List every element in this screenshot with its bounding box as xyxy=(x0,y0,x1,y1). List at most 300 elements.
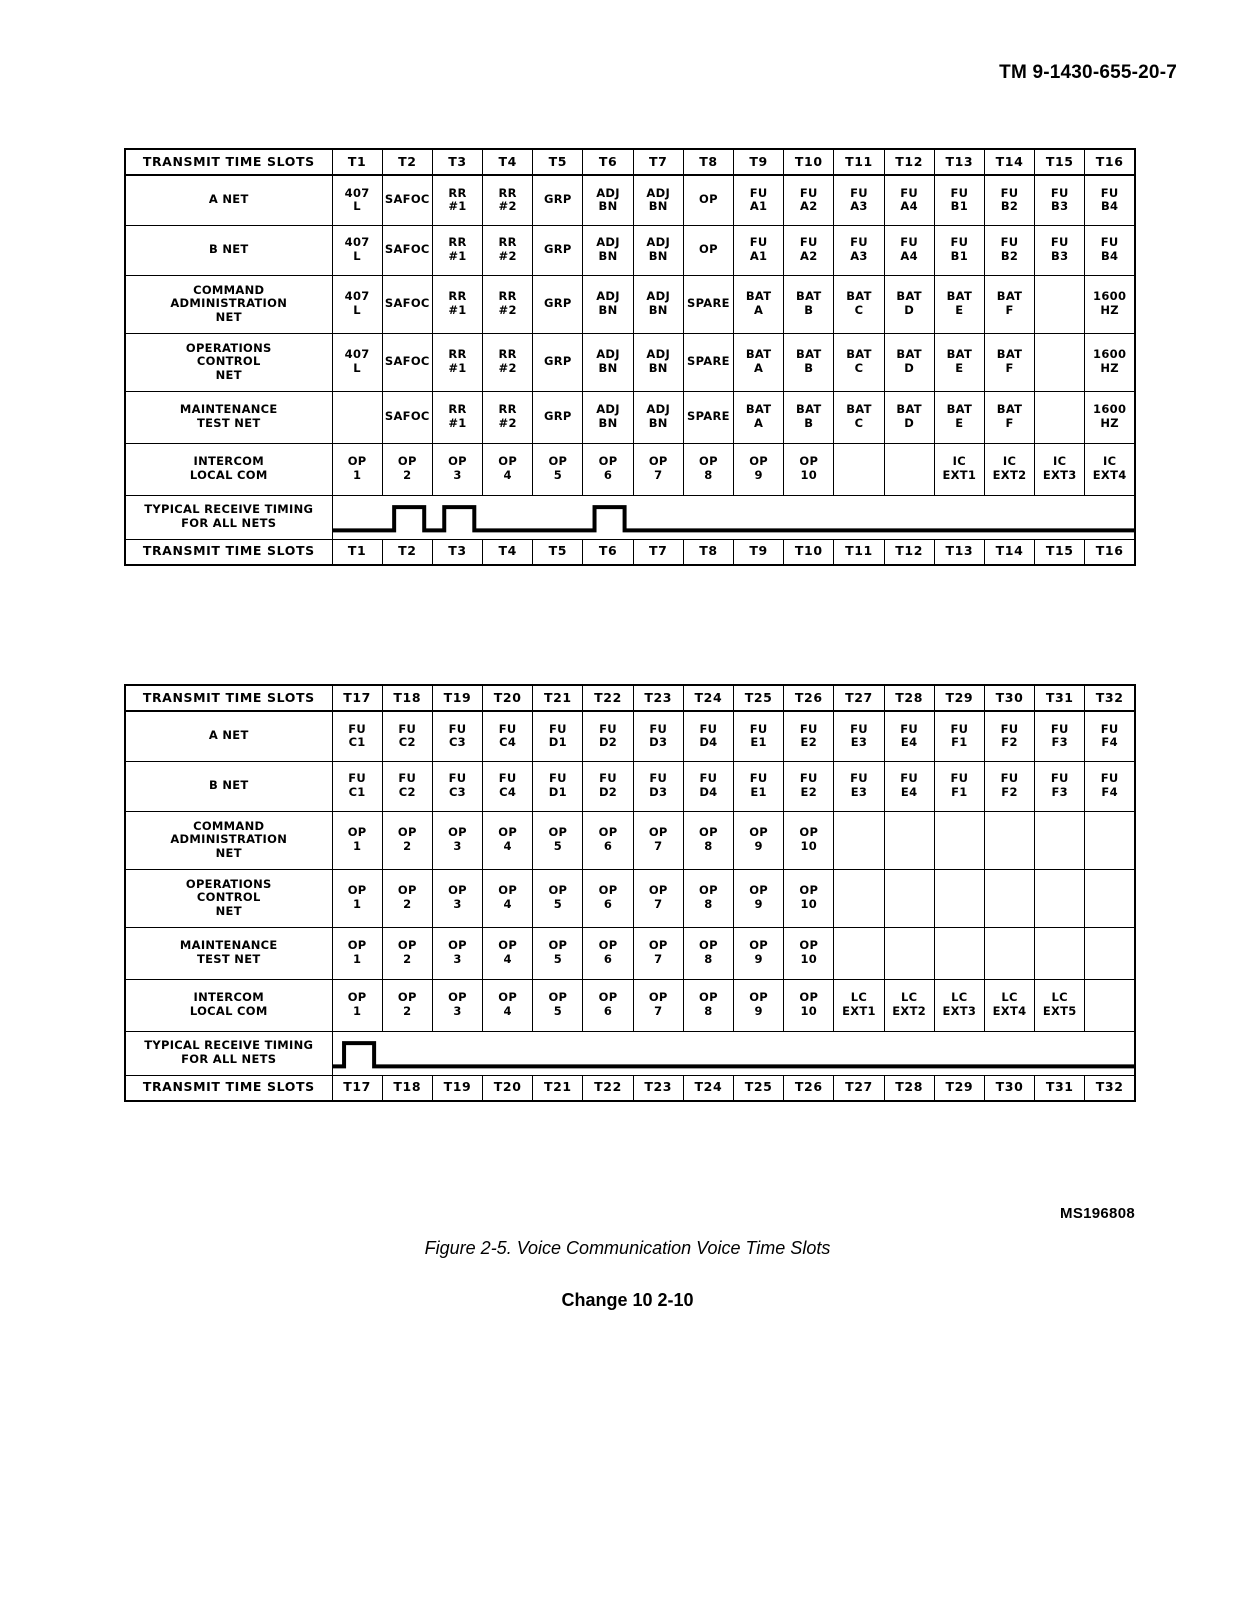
slot-cell xyxy=(1035,927,1085,979)
slot-cell-line1: FU xyxy=(799,771,818,786)
slot-cell-line1: OP xyxy=(548,454,568,469)
label-line: OPERATIONS xyxy=(185,340,272,355)
drawing-number: MS196808 xyxy=(1060,1205,1135,1222)
slot-cell xyxy=(332,927,382,979)
slot-cell-line2: 9 xyxy=(754,952,763,966)
slot-cell-line1: ADJ xyxy=(596,402,620,417)
slot-cell-line1: LC xyxy=(1001,990,1018,1005)
slot-header-t15: T15 xyxy=(1035,539,1085,565)
slot-cell-line1: GRP xyxy=(544,192,572,207)
slot-header-row-top xyxy=(125,685,1135,711)
slot-cell xyxy=(533,333,583,391)
slot-cell-line1: RR xyxy=(498,185,517,200)
slot-cell xyxy=(1035,391,1085,443)
slot-cell-line2: 7 xyxy=(654,1004,663,1018)
slot-cell-line1: BAT xyxy=(796,289,822,304)
slot-cell xyxy=(1035,761,1085,811)
slot-cell-line2: E xyxy=(955,303,964,317)
slot-cell xyxy=(784,761,834,811)
slot-cell-line1: LC xyxy=(850,990,868,1005)
slot-cell xyxy=(633,711,683,761)
slot-cell-line2: 1 xyxy=(352,468,362,482)
slot-cell-line1: SAFOC xyxy=(384,354,430,369)
slot-cell xyxy=(734,869,784,927)
slot-cell-line1: FU xyxy=(699,771,718,786)
slot-cell xyxy=(834,927,884,979)
slot-cell-line1: LC xyxy=(1051,990,1068,1005)
slot-cell-line2: #1 xyxy=(448,303,467,317)
slot-cell-line2: 7 xyxy=(654,897,663,911)
slot-cell xyxy=(1085,443,1135,495)
slot-cell-line1: FU xyxy=(1100,721,1119,736)
slot-cell-line2: 5 xyxy=(553,1004,562,1018)
slot-cell-line1: FU xyxy=(1050,771,1069,786)
net-row-operations-control-net xyxy=(125,869,1135,927)
slot-header-t30: T30 xyxy=(984,685,1034,711)
slot-cell-line2: EXT2 xyxy=(892,1004,927,1018)
slot-cell-line1: BAT xyxy=(796,402,822,417)
net-row-label-maintenance-test-net xyxy=(125,391,332,443)
slot-cell-line2: E1 xyxy=(750,785,767,799)
slot-cell-line1: RR xyxy=(498,402,517,417)
label-line: NET xyxy=(215,367,242,382)
slot-cell xyxy=(784,333,834,391)
slot-cell xyxy=(332,443,382,495)
slot-cell-line2: F xyxy=(1005,416,1014,430)
slot-cell-line2: BN xyxy=(648,303,668,317)
slot-cell-line2: E3 xyxy=(850,785,868,799)
slot-cell-line2: F3 xyxy=(1051,785,1068,799)
slot-cell-line1: FU xyxy=(850,721,868,736)
slot-cell-line1: FU xyxy=(900,235,919,250)
slot-cell-line2: D1 xyxy=(548,735,567,750)
slot-cell-line1: FU xyxy=(900,185,919,200)
slot-cell-line1: 407 xyxy=(344,347,370,362)
slot-cell xyxy=(884,711,934,761)
slot-cell-line2: 4 xyxy=(503,1004,512,1018)
typical-receive-timing-row xyxy=(125,1031,1135,1075)
slot-cell-line1: FU xyxy=(548,771,567,786)
slot-cell-line2: BN xyxy=(598,416,618,430)
slot-cell xyxy=(533,391,583,443)
slot-cell xyxy=(734,275,784,333)
net-row-command-administration-net xyxy=(125,811,1135,869)
slot-cell-line2: 10 xyxy=(800,897,818,911)
slot-cell-line2: 10 xyxy=(800,952,818,966)
slot-cell xyxy=(332,811,382,869)
slot-cell-line2: B3 xyxy=(1051,249,1069,263)
slot-cell-line2: D1 xyxy=(548,785,567,799)
slot-cell-line2: A4 xyxy=(900,199,918,214)
slot-cell-line2: B xyxy=(804,361,814,375)
slot-header-t23: T23 xyxy=(633,1075,683,1101)
slot-cell xyxy=(583,761,633,811)
net-row-label-operations-control-net xyxy=(125,333,332,391)
slot-cell-line1: FU xyxy=(1000,721,1019,736)
slot-cell-line2: E xyxy=(955,416,964,430)
slot-cell-line2: A2 xyxy=(800,249,818,263)
slot-cell xyxy=(984,443,1034,495)
slot-cell xyxy=(483,869,533,927)
slot-cell xyxy=(633,175,683,225)
slot-cell-line2: B2 xyxy=(1000,249,1019,263)
slot-cell-line2: 4 xyxy=(503,468,512,482)
slot-cell xyxy=(984,979,1034,1031)
table-gap-spacer xyxy=(124,566,1136,684)
slot-header-t13: T13 xyxy=(934,539,984,565)
slot-cell xyxy=(984,175,1034,225)
slot-header-t16: T16 xyxy=(1085,539,1135,565)
slot-cell-line1: BAT xyxy=(946,347,973,362)
slot-cell xyxy=(984,391,1034,443)
voice-time-slot-table-2 xyxy=(124,684,1136,1102)
slot-cell-line2: 7 xyxy=(654,468,663,482)
slot-cell xyxy=(533,761,583,811)
label-line: TYPICAL RECEIVE TIMING xyxy=(144,502,314,517)
slot-header-t31: T31 xyxy=(1035,1075,1085,1101)
slot-cell-line1: FU xyxy=(1100,185,1119,200)
slot-cell xyxy=(533,443,583,495)
slot-cell-line1: OP xyxy=(448,454,467,469)
label-line: A NET xyxy=(208,728,249,743)
slot-cell-line1: LC xyxy=(900,990,918,1005)
slot-cell xyxy=(934,979,984,1031)
slot-header-t6: T6 xyxy=(583,539,633,565)
slot-cell-line2: L xyxy=(353,249,361,263)
slot-cell-line1: FU xyxy=(1000,771,1019,786)
slot-cell xyxy=(432,927,482,979)
slot-header-t6: T6 xyxy=(583,149,633,175)
slot-cell xyxy=(583,979,633,1031)
slot-cell xyxy=(483,391,533,443)
slot-header-t12: T12 xyxy=(884,539,934,565)
slot-cell-line1: ADJ xyxy=(596,235,620,250)
slot-cell-line2: 1 xyxy=(352,897,362,911)
slot-cell-line1: FU xyxy=(498,771,517,786)
slot-cell xyxy=(934,443,984,495)
slot-cell xyxy=(583,391,633,443)
slot-cell-line2: B2 xyxy=(1000,199,1019,214)
slot-cell xyxy=(1035,869,1085,927)
slot-header-t24: T24 xyxy=(683,1075,733,1101)
slot-cell xyxy=(332,869,382,927)
slot-cell xyxy=(1035,979,1085,1031)
label-line: COMMAND xyxy=(193,818,265,833)
slot-cell xyxy=(784,869,834,927)
slot-header-t19: T19 xyxy=(432,1075,482,1101)
waveform-holder xyxy=(333,496,1135,539)
slot-cell xyxy=(683,927,733,979)
net-row-label-operations-control-net xyxy=(125,869,332,927)
slot-cell-line2: E4 xyxy=(900,735,918,750)
slot-cell-line1: OP xyxy=(749,883,768,898)
page-footer-change-and-page: Change 10 2-10 xyxy=(561,1290,694,1310)
slot-cell xyxy=(834,275,884,333)
slot-cell-line2: 4 xyxy=(503,952,512,966)
slot-cell xyxy=(683,711,733,761)
net-row-intercom-local-com xyxy=(125,979,1135,1031)
slot-header-t10: T10 xyxy=(784,539,834,565)
slot-header-t17: T17 xyxy=(332,1075,382,1101)
slot-cell-line1: FU xyxy=(1050,185,1069,200)
slot-cell-line2: BN xyxy=(648,249,668,263)
net-row-a-net xyxy=(125,711,1135,761)
slot-cell-line2: 8 xyxy=(704,839,713,853)
slot-cell-line1: SAFOC xyxy=(384,409,430,424)
slot-cell-line1: GRP xyxy=(544,242,572,257)
slot-cell-line2: #2 xyxy=(498,303,517,317)
slot-cell xyxy=(583,333,633,391)
slot-cell-line2: L xyxy=(353,199,361,214)
slot-cell-line2: E2 xyxy=(800,785,818,799)
label-line: TEST NET xyxy=(196,952,261,966)
slot-cell-line2: 6 xyxy=(603,897,613,911)
slot-cell-line1: IC xyxy=(952,454,966,469)
slot-cell-line2: BN xyxy=(598,249,618,263)
page-header-document-id: TM 9-1430-655-20-7 xyxy=(999,62,1177,83)
slot-cell-line1: OP xyxy=(548,883,568,898)
slot-cell-line1: FU xyxy=(900,771,919,786)
slot-cell xyxy=(734,333,784,391)
slot-cell-line1: FU xyxy=(1100,771,1119,786)
slot-cell-line1: RR xyxy=(448,289,467,304)
slot-cell xyxy=(382,869,432,927)
slot-cell xyxy=(984,811,1034,869)
slot-header-t12: T12 xyxy=(884,149,934,175)
slot-cell-line2: F4 xyxy=(1101,735,1118,750)
slot-cell-line2: #1 xyxy=(448,361,467,375)
label-line: FOR ALL NETS xyxy=(181,1052,277,1066)
slot-cell-line2: #1 xyxy=(448,416,467,430)
slot-cell-line1: FU xyxy=(749,235,768,250)
slot-cell-line1: RR xyxy=(448,185,467,200)
slot-cell xyxy=(683,761,733,811)
net-row-b-net xyxy=(125,761,1135,811)
slot-header-t26: T26 xyxy=(784,1075,834,1101)
slot-header-t21: T21 xyxy=(533,1075,583,1101)
slot-cell-line2: #1 xyxy=(448,249,467,263)
slot-cell-line2: 7 xyxy=(654,952,663,966)
slot-cell xyxy=(784,711,834,761)
slot-cell-line1: OP xyxy=(749,825,768,840)
slot-cell-line1: OP xyxy=(699,242,718,257)
slot-cell-line1: OP xyxy=(548,938,568,953)
slot-cell xyxy=(432,225,482,275)
label-line: LOCAL COM xyxy=(189,468,268,482)
slot-cell xyxy=(533,927,583,979)
net-row-maintenance-test-net xyxy=(125,927,1135,979)
slot-cell-line1: RR xyxy=(448,235,467,250)
slot-cell xyxy=(1035,811,1085,869)
slot-cell-line1: OP xyxy=(749,990,768,1005)
slot-cell-line1: FU xyxy=(749,771,768,786)
slot-cell xyxy=(683,443,733,495)
slot-cell-line2: F2 xyxy=(1001,735,1018,750)
net-row-label-b-net xyxy=(125,761,332,811)
slot-cell xyxy=(683,175,733,225)
slot-cell-line1: OP xyxy=(699,883,718,898)
slot-cell-line2: 9 xyxy=(754,839,763,853)
slot-cell xyxy=(432,869,482,927)
slot-cell-line1: FU xyxy=(398,721,417,736)
slot-cell-line2: 10 xyxy=(800,839,818,853)
slot-cell-line1: FU xyxy=(1000,185,1019,200)
slot-cell-line2: A2 xyxy=(800,199,818,214)
slot-cell-line1: RR xyxy=(498,347,517,362)
slot-cell-line2: B1 xyxy=(950,199,969,214)
slot-cell-line2: 10 xyxy=(800,1004,818,1018)
slot-cell-line2: BN xyxy=(648,199,668,214)
slot-cell-line2: 1 xyxy=(352,952,362,966)
slot-cell-line2: D4 xyxy=(699,785,718,799)
slot-cell-line1: IC xyxy=(1102,454,1117,469)
slot-cell-line2: A xyxy=(753,416,764,430)
slot-header-t19: T19 xyxy=(432,685,482,711)
slot-cell xyxy=(984,761,1034,811)
figure-caption: Figure 2-5. Voice Communication Voice Time Slots xyxy=(424,1238,831,1258)
label-line: NET xyxy=(215,903,242,918)
slot-header-t11: T11 xyxy=(834,149,884,175)
slot-cell xyxy=(1035,175,1085,225)
slot-cell-line1: OP xyxy=(347,938,367,953)
label-line: B NET xyxy=(208,242,249,257)
label-line: B NET xyxy=(208,778,249,793)
slot-cell xyxy=(633,869,683,927)
slot-cell-line1: BAT xyxy=(745,289,772,304)
slot-cell-line1: SPARE xyxy=(687,296,730,311)
slot-cell-line2: EXT1 xyxy=(942,468,977,482)
slot-header-t28: T28 xyxy=(884,1075,934,1101)
slot-cell-line1: 1600 xyxy=(1093,289,1127,304)
transmit-time-slots-label: TRANSMIT TIME SLOTS xyxy=(125,149,332,175)
slot-header-t26: T26 xyxy=(784,685,834,711)
figure-2-5 xyxy=(124,148,1136,1102)
slot-cell-line1: FU xyxy=(599,721,617,736)
slot-cell xyxy=(1085,391,1135,443)
slot-cell xyxy=(784,927,834,979)
slot-cell xyxy=(884,979,934,1031)
label-line: ADMINISTRATION xyxy=(170,832,288,847)
slot-cell xyxy=(1085,927,1135,979)
slot-header-t24: T24 xyxy=(683,685,733,711)
slot-cell xyxy=(332,979,382,1031)
slot-cell-line2: C3 xyxy=(448,735,466,750)
slot-cell-line1: OP xyxy=(699,454,718,469)
slot-header-t23: T23 xyxy=(633,685,683,711)
slot-cell-line1: OP xyxy=(448,990,467,1005)
slot-cell xyxy=(332,225,382,275)
slot-cell-line2: 8 xyxy=(704,1004,713,1018)
slot-cell-line1: FU xyxy=(850,771,868,786)
slot-cell xyxy=(1085,225,1135,275)
slot-cell-line2: 2 xyxy=(403,1004,412,1018)
slot-cell xyxy=(382,175,432,225)
slot-cell-line1: BAT xyxy=(745,402,772,417)
slot-header-t15: T15 xyxy=(1035,149,1085,175)
slot-cell-line2: #1 xyxy=(448,199,467,214)
slot-cell-line1: FU xyxy=(398,771,417,786)
slot-cell xyxy=(533,275,583,333)
net-row-label-a-net xyxy=(125,175,332,225)
slot-cell-line2: F3 xyxy=(1051,735,1068,750)
slot-cell-line2: F xyxy=(1005,361,1014,375)
typical-receive-timing-label xyxy=(125,495,332,539)
slot-cell xyxy=(984,711,1034,761)
slot-cell xyxy=(583,811,633,869)
slot-cell-line2: 2 xyxy=(403,952,412,966)
slot-cell-line2: E3 xyxy=(850,735,868,750)
slot-cell-line2: C xyxy=(854,361,864,375)
slot-cell-line1: 407 xyxy=(344,185,370,200)
label-line: TYPICAL RECEIVE TIMING xyxy=(144,1038,314,1053)
slot-cell-line2: C xyxy=(854,303,864,317)
slot-cell xyxy=(583,927,633,979)
label-line: LOCAL COM xyxy=(189,1004,268,1018)
slot-cell xyxy=(834,979,884,1031)
slot-cell xyxy=(784,979,834,1031)
slot-cell-line2: 4 xyxy=(503,839,512,853)
net-row-label-b-net xyxy=(125,225,332,275)
slot-cell xyxy=(633,391,683,443)
slot-cell xyxy=(984,869,1034,927)
slot-header-t1: T1 xyxy=(332,149,382,175)
slot-cell-line2: A3 xyxy=(850,199,868,214)
slot-cell-line2: BN xyxy=(598,199,618,214)
slot-cell-line1: FU xyxy=(749,721,768,736)
slot-cell-line1: OP xyxy=(648,454,668,469)
slot-header-t20: T20 xyxy=(483,685,533,711)
slot-cell-line2: EXT4 xyxy=(1092,468,1127,482)
slot-cell-line1: OP xyxy=(799,883,819,898)
slot-cell-line2: F2 xyxy=(1001,785,1018,799)
slot-cell xyxy=(884,333,934,391)
slot-cell-line2: 8 xyxy=(704,468,713,482)
slot-cell xyxy=(332,761,382,811)
slot-cell xyxy=(483,979,533,1031)
slot-header-t30: T30 xyxy=(984,1075,1034,1101)
slot-cell-line2: B1 xyxy=(950,249,969,263)
slot-cell xyxy=(533,711,583,761)
slot-cell xyxy=(984,275,1034,333)
slot-cell xyxy=(784,225,834,275)
slot-cell-line1: OP xyxy=(648,990,668,1005)
slot-cell-line1: OP xyxy=(648,883,668,898)
slot-cell-line1: BAT xyxy=(796,347,822,362)
slot-cell xyxy=(382,927,432,979)
label-line: NET xyxy=(215,309,242,324)
slot-cell-line2: D xyxy=(904,361,915,375)
slot-cell-line1: FU xyxy=(799,185,818,200)
slot-cell-line1: OP xyxy=(498,454,518,469)
slot-cell-line2: L xyxy=(353,361,361,375)
slot-cell xyxy=(834,869,884,927)
voice-time-slot-table-1 xyxy=(124,148,1136,566)
slot-cell xyxy=(483,225,533,275)
slot-cell xyxy=(683,333,733,391)
slot-cell-line2: 6 xyxy=(603,839,613,853)
slot-cell-line1: FU xyxy=(850,185,868,200)
slot-cell-line2: 8 xyxy=(704,897,713,911)
slot-cell xyxy=(884,391,934,443)
slot-cell xyxy=(583,443,633,495)
slot-cell-line1: OP xyxy=(699,938,718,953)
slot-cell xyxy=(834,391,884,443)
slot-cell xyxy=(432,391,482,443)
slot-cell-line2: HZ xyxy=(1100,303,1119,317)
slot-header-row-top xyxy=(125,149,1135,175)
net-row-maintenance-test-net xyxy=(125,391,1135,443)
slot-cell xyxy=(483,443,533,495)
